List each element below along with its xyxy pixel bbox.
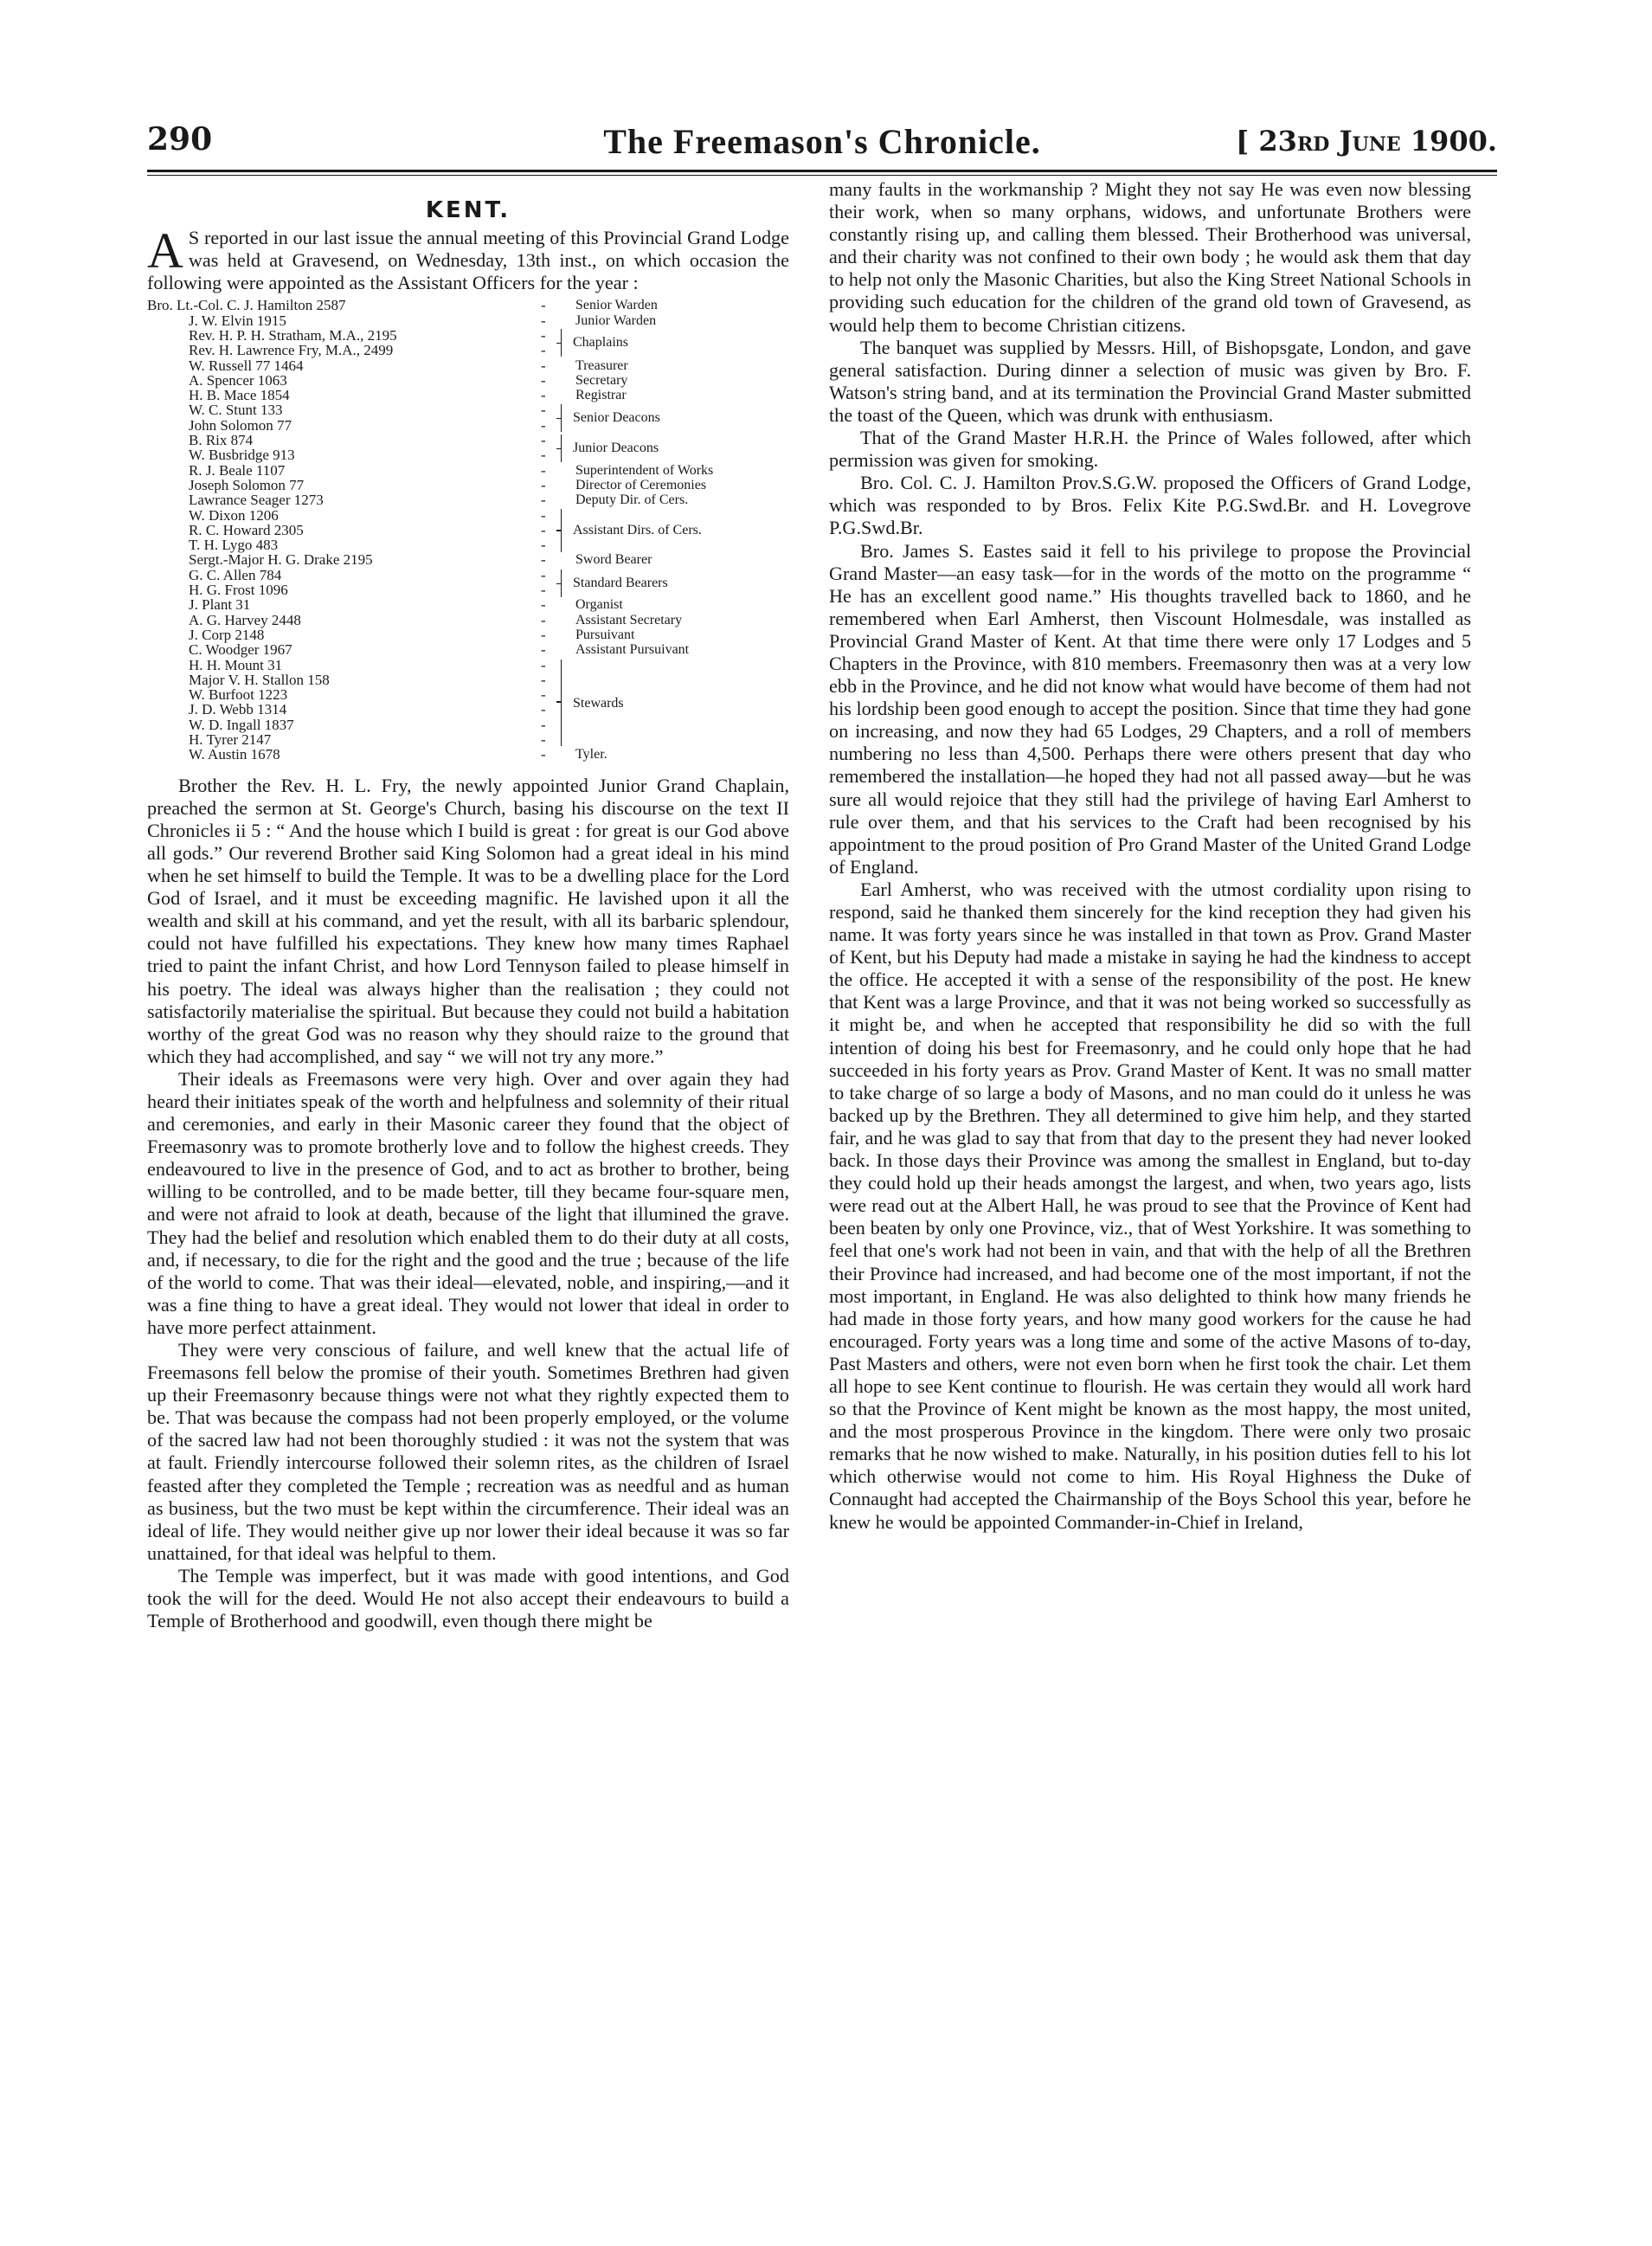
leader-dash: - bbox=[541, 461, 546, 479]
officer-office: Director of Ceremonies bbox=[575, 477, 707, 492]
intro-paragraph bbox=[147, 222, 789, 294]
officer-row bbox=[147, 582, 789, 597]
leader-dash: - bbox=[541, 492, 546, 509]
officer-office: Tyler. bbox=[575, 747, 607, 763]
officer-row bbox=[147, 298, 789, 312]
officer-office: Pursuivant bbox=[575, 627, 635, 642]
leader-dash: - bbox=[541, 447, 546, 464]
leader-dash: - bbox=[541, 402, 546, 419]
officer-row bbox=[147, 732, 789, 747]
officer-name: J. D. Webb 1314 bbox=[189, 701, 287, 718]
officer-row bbox=[147, 702, 789, 717]
issue-date: [ 23rd June 1900. bbox=[1236, 125, 1497, 158]
officer-name: Joseph Solomon 77 bbox=[189, 476, 305, 493]
leader-dash: - bbox=[541, 596, 546, 614]
label-junior-deacons: Junior Deacons bbox=[573, 441, 659, 456]
officer-row bbox=[147, 568, 789, 582]
leader-dash: - bbox=[541, 326, 546, 344]
leader-dash: - bbox=[541, 641, 546, 659]
officers-list bbox=[147, 298, 789, 769]
body-paragraph: They were very conscious of failure, and well knew that the actual life of Freemasons fell below the promise of their youth. Sometimes Brethren had given up their Freemasonry because things were not what they rightly expected them to be. That was because the compass had not been properly employed, or the volume of the sacred law had not been thoroughly studied : it was not the system that was at fault. Friendly intercourse followed their solemn rites, as the children of Israel feasted after they completed the Temple ; recreation was as needful and as human as business, but the two must be kept within the circumference. Their ideal was an ideal of life. They would neither give up nor lower their ideal because it was so far unattained, for that ideal was helpful to them. bbox=[147, 1339, 789, 1564]
officer-name: W. Busbridge 913 bbox=[189, 447, 295, 464]
officer-name: J. Corp 2148 bbox=[189, 626, 265, 643]
officer-name: C. Woodger 1967 bbox=[189, 641, 292, 659]
leader-dash: - bbox=[541, 476, 546, 493]
officer-row bbox=[147, 523, 789, 537]
officer-name: R. J. Beale 1107 bbox=[189, 461, 286, 479]
officer-name: Lawrance Seager 1273 bbox=[189, 492, 324, 509]
leader-dash: - bbox=[541, 730, 546, 748]
leader-dash: - bbox=[541, 671, 546, 688]
publication-title: The Freemason's Chronicle. bbox=[603, 122, 1041, 161]
officer-row bbox=[147, 552, 789, 567]
officer-row bbox=[147, 642, 789, 657]
officer-office: Sword Bearer bbox=[575, 552, 652, 568]
officer-name: A. Spencer 1063 bbox=[189, 371, 287, 389]
right-column bbox=[829, 178, 1471, 1534]
officer-name: H. H. Mount 31 bbox=[189, 656, 283, 673]
officer-name: Rev. H. P. H. Stratham, M.A., 2195 bbox=[189, 326, 397, 344]
leader-dash: - bbox=[541, 312, 546, 329]
leader-dash: - bbox=[541, 582, 546, 599]
intro-text: S reported in our last issue the annual meeting of this Provincial Grand Lodge was held at Gravesend, on Wednesday, 13th inst., on which occasion the following were appointed as the Assistant Officers for the year : bbox=[147, 227, 789, 294]
leader-dash: - bbox=[541, 746, 546, 763]
officer-row bbox=[147, 418, 789, 433]
leader-dash: - bbox=[541, 686, 546, 704]
officer-row bbox=[147, 537, 789, 552]
page-header bbox=[147, 121, 1497, 173]
header-rule bbox=[147, 170, 1497, 172]
label-chaplains: Chaplains bbox=[573, 335, 628, 351]
leader-dash: - bbox=[541, 371, 546, 389]
officer-name: W. D. Ingall 1837 bbox=[189, 716, 294, 733]
officer-office: Secretary bbox=[575, 372, 628, 388]
officer-name: W. Russell 77 1464 bbox=[189, 357, 304, 374]
officer-name: J. W. Elvin 1915 bbox=[189, 312, 286, 329]
officer-name: Sergt.-Major H. G. Drake 2195 bbox=[189, 551, 373, 569]
officer-row bbox=[147, 313, 789, 328]
officer-row bbox=[147, 433, 789, 447]
officer-row bbox=[147, 658, 789, 673]
officer-office: Assistant Secretary bbox=[575, 612, 683, 627]
officer-row bbox=[147, 687, 789, 702]
officer-office: Treasurer bbox=[575, 357, 628, 373]
leader-dash: - bbox=[541, 387, 546, 404]
officer-name: J. Plant 31 bbox=[189, 596, 251, 614]
leader-dash: - bbox=[541, 357, 546, 374]
leader-dash: - bbox=[541, 342, 546, 359]
label-asst-dirs: Assistant Dirs. of Cers. bbox=[573, 523, 702, 538]
body-paragraph: The banquet was supplied by Messrs. Hill, of Bishopsgate, London, and gave general satisfaction. During dinner a selection of music was given by Bro. F. Watson's string band, and at its termination the Provincial Grand Master submitted the toast of the Queen, which was drunk with enthusiasm. bbox=[829, 336, 1471, 426]
officer-office: Senior Warden bbox=[575, 298, 658, 313]
officer-row bbox=[147, 388, 789, 402]
leader-dash: - bbox=[541, 656, 546, 673]
body-paragraph: The Temple was imperfect, but it was made with good intentions, and God took the will for the deed. Would He not also accept their endeavours to build a Temple of Brotherhood and goodwill, even though there might be bbox=[147, 1564, 789, 1632]
officer-name: Bro. Lt.-Col. C. J. Hamilton 2587 bbox=[147, 297, 346, 314]
officer-name: H. G. Frost 1096 bbox=[189, 582, 288, 599]
officer-name: R. C. Howard 2305 bbox=[189, 521, 304, 538]
leader-dash: - bbox=[541, 701, 546, 718]
officer-office: Assistant Pursuivant bbox=[575, 642, 690, 658]
leader-dash: - bbox=[541, 297, 546, 314]
officer-name: Major V. H. Stallon 158 bbox=[189, 671, 330, 688]
officer-row bbox=[147, 358, 789, 373]
officer-name: A. G. Harvey 2448 bbox=[189, 611, 301, 628]
page-number: 290 bbox=[147, 121, 213, 158]
officer-name: Rev. H. Lawrence Fry, M.A., 2499 bbox=[189, 342, 394, 359]
header-rule-thin bbox=[147, 175, 1497, 176]
officer-row bbox=[147, 492, 789, 507]
article-heading: KENT. bbox=[425, 197, 511, 223]
body-paragraph: many faults in the workmanship ? Might they not say He was even now blessing their work, when so many orphans, widows, and unfortunate Brothers were constantly rising up, and calling them blessed. Their Brotherhood was universal, and their charity was not confined to their own body ; he would ask them that day to help not only the Masonic Charities, but also the King Street National Schools in providing such education for the children of the grand old town of Gravesend, as would help them to become Christian citizens. bbox=[829, 178, 1471, 336]
leader-dash: - bbox=[541, 566, 546, 583]
label-stewards: Stewards bbox=[573, 696, 624, 711]
officer-name: W. C. Stunt 133 bbox=[189, 402, 283, 419]
officer-row bbox=[147, 508, 789, 523]
officer-office: Superintendent of Works bbox=[575, 462, 714, 478]
leader-dash: - bbox=[541, 506, 546, 524]
officer-office: Registrar bbox=[575, 388, 627, 403]
officer-row bbox=[147, 718, 789, 732]
leader-dash: - bbox=[541, 537, 546, 554]
leader-dash: - bbox=[541, 626, 546, 643]
officer-name: John Solomon 77 bbox=[189, 416, 292, 434]
officer-row bbox=[147, 673, 789, 687]
officer-office: Organist bbox=[575, 597, 623, 613]
officer-row bbox=[147, 343, 789, 357]
officer-name: W. Burfoot 1223 bbox=[189, 686, 288, 704]
leader-dash: - bbox=[541, 551, 546, 569]
body-paragraph: Bro. James S. Eastes said it fell to his privilege to propose the Provincial Grand Master—an easy task—for in the words of the motto on the programme “ He has an excellent good name.” His thoughts travelled back to 1860, and he remembered when Earl Amherst, then Viscount Holmesdale, was installed as Provincial Grand Master of Kent. At that time there were only 17 Lodges and 5 Chapters in the Province, with 810 members. Freemasonry then was at a very low ebb in the Province, and he did not know what would have become of them had not his lordship been good enough to accept the position. Since that time they had gone on increasing, and now they had 65 Lodges, 29 Chapters, and a roll of members numbering no less than 4,500. Perhaps there were others present that day who remembered the installation—he hoped they had not all passed away—but he was sure all would rejoice that they still had the privilege of having Earl Amherst to rule over them, and that his services to the Craft had been recognised by his appointment to the proud position of Pro Grand Master of the United Grand Lodge of England. bbox=[829, 539, 1471, 878]
officer-name: G. C. Allen 784 bbox=[189, 566, 282, 583]
officer-name: T. H. Lygo 483 bbox=[189, 537, 279, 554]
leader-dash: - bbox=[541, 521, 546, 538]
officer-row bbox=[147, 328, 789, 343]
officer-row bbox=[147, 402, 789, 417]
officer-name: B. Rix 874 bbox=[189, 432, 254, 449]
drop-cap: A bbox=[147, 222, 183, 280]
officer-office: Deputy Dir. of Cers. bbox=[575, 492, 689, 508]
leader-dash: - bbox=[541, 432, 546, 449]
label-senior-deacons: Senior Deacons bbox=[573, 410, 660, 426]
officer-row bbox=[147, 463, 789, 478]
leader-dash: - bbox=[541, 716, 546, 733]
officer-row bbox=[147, 627, 789, 642]
officer-row bbox=[147, 373, 789, 388]
officer-name: W. Austin 1678 bbox=[189, 746, 280, 763]
officer-name: W. Dixon 1206 bbox=[189, 506, 279, 524]
label-standard-bearers: Standard Bearers bbox=[573, 576, 668, 591]
officer-row bbox=[147, 747, 789, 762]
body-paragraph: Their ideals as Freemasons were very high. Over and over again they had heard their initiates speak of the worth and helpfulness and solemnity of their ritual and ceremonies, and early in their Masonic career they found that the object of Freemasonry was to promote brotherly love and to follow the highest creeds. They endeavoured to live in the presence of God, and to act as brother to brother, being willing to be controlled, and to be made better, till they became four-square men, and were not afraid to look at death, because of the light that illumined the grave. They had the belief and resolution which enabled them to do their duty at all costs, and, if necessary, to die for the right and the good and the true ; because of the life of the world to come. That was their ideal—elevated, noble, and inspiring,—and it was a fine thing to have a great ideal. They would not lower that ideal in order to have more perfect attainment. bbox=[147, 1067, 789, 1338]
officer-row bbox=[147, 478, 789, 492]
officer-row bbox=[147, 447, 789, 462]
body-paragraph: Earl Amherst, who was received with the utmost cordiality upon rising to respond, said he thanked them sincerely for the kind reception they had given his name. It was forty years since he was installed in that town as Prov. Grand Master of Kent, but his Deputy had made a mistake in saying he had the kindness to accept the office. He accepted it with a sense of the responsibility of the post. He knew that Kent was a large Province, and that it was not being worked so successfully as it might be, and when he accepted that responsibility he did so with the full intention of doing his best for Freemasonry, and he could only hope that he had succeeded in his forty years as Prov. Grand Master of Kent. It was no small matter to take charge of so large a body of Masons, and no man could do it unless he was backed up by the Brethren. They all determined to give him help, and they started fair, and he was glad to say that from that day to the present they had never looked back. In those days their Province was among the smallest in England, but to-day they could hold up their heads amongst the largest, and when, two years ago, lists were read out at the Albert Hall, he was proud to see that the Province of Kent had been beaten by only one Province, viz., that of West Yorkshire. It was something to feel that one's work had not been in vain, and that with the help of all the Brethren their Province had increased, and had become one of the most important, if not the most important, in England. He was also delighted to think how many friends he had made in those forty years, and how many good workers for the cause he had encouraged. Forty years was a long time and some of the active Masons of to-day, Past Masters and others, were not even born when he first took the chair. Let them all hope to see Kent continue to flourish. He was certain they would all work hard so that the Province of Kent might be known as the most happy, the most united, and the most prosperous Province in the kingdom. There were only two prosaic remarks that he now wished to make. Naturally, in his position duties fell to his lot which otherwise would not come to him. His Royal Highness the Duke of Connaught had accepted the Chairmanship of the Boys School this year, before he knew he would be appointed Commander-in-Chief in Ireland, bbox=[829, 878, 1471, 1533]
officer-row bbox=[147, 597, 789, 612]
body-paragraph: Bro. Col. C. J. Hamilton Prov.S.G.W. proposed the Officers of Grand Lodge, which was responded to by Bros. Felix Kite P.G.Swd.Br. and H. Lovegrove P.G.Swd.Br. bbox=[829, 472, 1471, 539]
officer-name: H. B. Mace 1854 bbox=[189, 387, 290, 404]
officer-row bbox=[147, 613, 789, 627]
left-column bbox=[147, 182, 789, 1632]
body-paragraph: Brother the Rev. H. L. Fry, the newly appointed Junior Grand Chaplain, preached the sermon at St. George's Church, basing his discourse on the text II Chronicles ii 5 : “ And the house which I build is great : for great is our God above all gods.” Our reverend Brother said King Solomon had a great ideal in his mind when he set himself to build the Temple. It was to be a dwelling place for the Lord God of Israel, and it must be exceeding magnific. He lavished upon it all the wealth and skill at his command, and yet the result, with all its barbaric splendour, could not have fulfilled his expectations. They knew how many times Raphael tried to paint the infant Christ, and how Lord Tennyson failed to please himself in his poetry. The ideal was always higher than the realisation ; they could not satisfactorily materialise the spiritual. But because they could not build a habitation worthy of the great God was no reason why they should raize to the ground that which they had accomplished, and say “ we will not try any more.” bbox=[147, 774, 789, 1067]
leader-dash: - bbox=[541, 416, 546, 434]
body-paragraph: That of the Grand Master H.R.H. the Prince of Wales followed, after which permission was given for smoking. bbox=[829, 427, 1471, 472]
officer-name: H. Tyrer 2147 bbox=[189, 730, 272, 748]
officer-office: Junior Warden bbox=[575, 312, 657, 328]
leader-dash: - bbox=[541, 611, 546, 628]
